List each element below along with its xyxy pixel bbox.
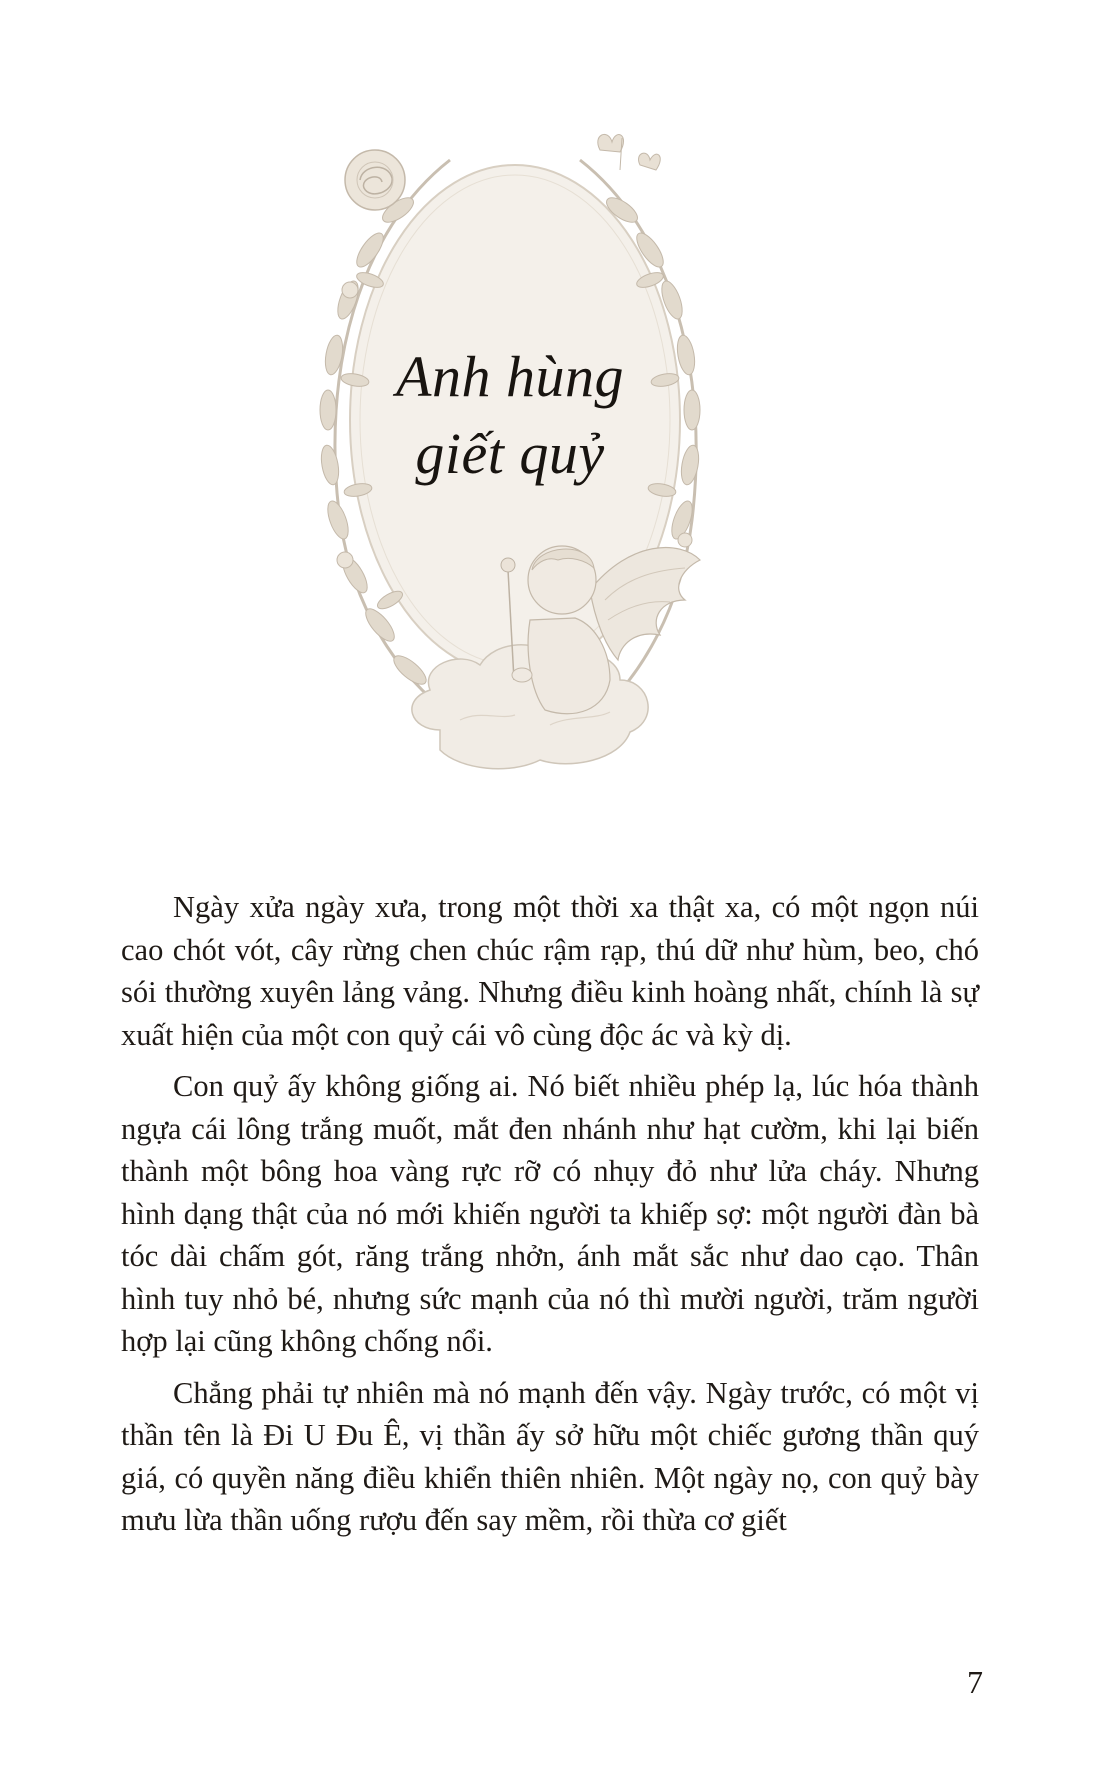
chapter-title-frame [300,120,720,840]
rose-icon [345,150,405,210]
paragraph: Con quỷ ấy không giống ai. Nó biết nhiều phép lạ, lúc hóa thành ngựa cái lông trắng muốt, mắt đen nhánh như hạt cườm, khi lại biến thành một bông hoa vàng rực rỡ có nhụy đỏ như lửa cháy. Nhưng hình dạng thật của nó mới khiến người ta khiếp sợ: một người đàn bà tóc dài chấm gót, răng trắng nhởn, ánh mắt sắc như dao cạo. Thân hình tuy nhỏ bé, nhưng sức mạnh của nó thì mười người, trăm người hợp lại cũng không chống nổi. [121,1069,979,1358]
chapter-title-line-2: giết quỷ [415,421,605,486]
chapter-title-line-1: Anh hùng [396,344,624,409]
paragraph: Chẳng phải tự nhiên mà nó mạnh đến vậy. Ngày trước, có một vị thần tên là Đi U Đu Ê, vị thần ấy sở hữu một chiếc gương thần quý giá, có quyền năng điều khiển thiên nhiên. Một ngày nọ, con quỷ bày mưu lừa thần uống rượu đến say mềm, rồi thừa cơ giết [121,1375,979,1537]
story-body [121,886,979,1551]
page-number: 7 [967,1664,983,1700]
paragraph: Ngày xửa ngày xưa, trong một thời xa thật xa, có một ngọn núi cao chót vót, cây rừng chen chúc rậm rạp, thú dữ như hùm, beo, chó sói thường xuyên lảng vảng. Nhưng điều kinh hoàng nhất, chính là sự xuất hiện của một con quỷ cái vô cùng độc ác và kỳ dị. [121,890,979,1052]
